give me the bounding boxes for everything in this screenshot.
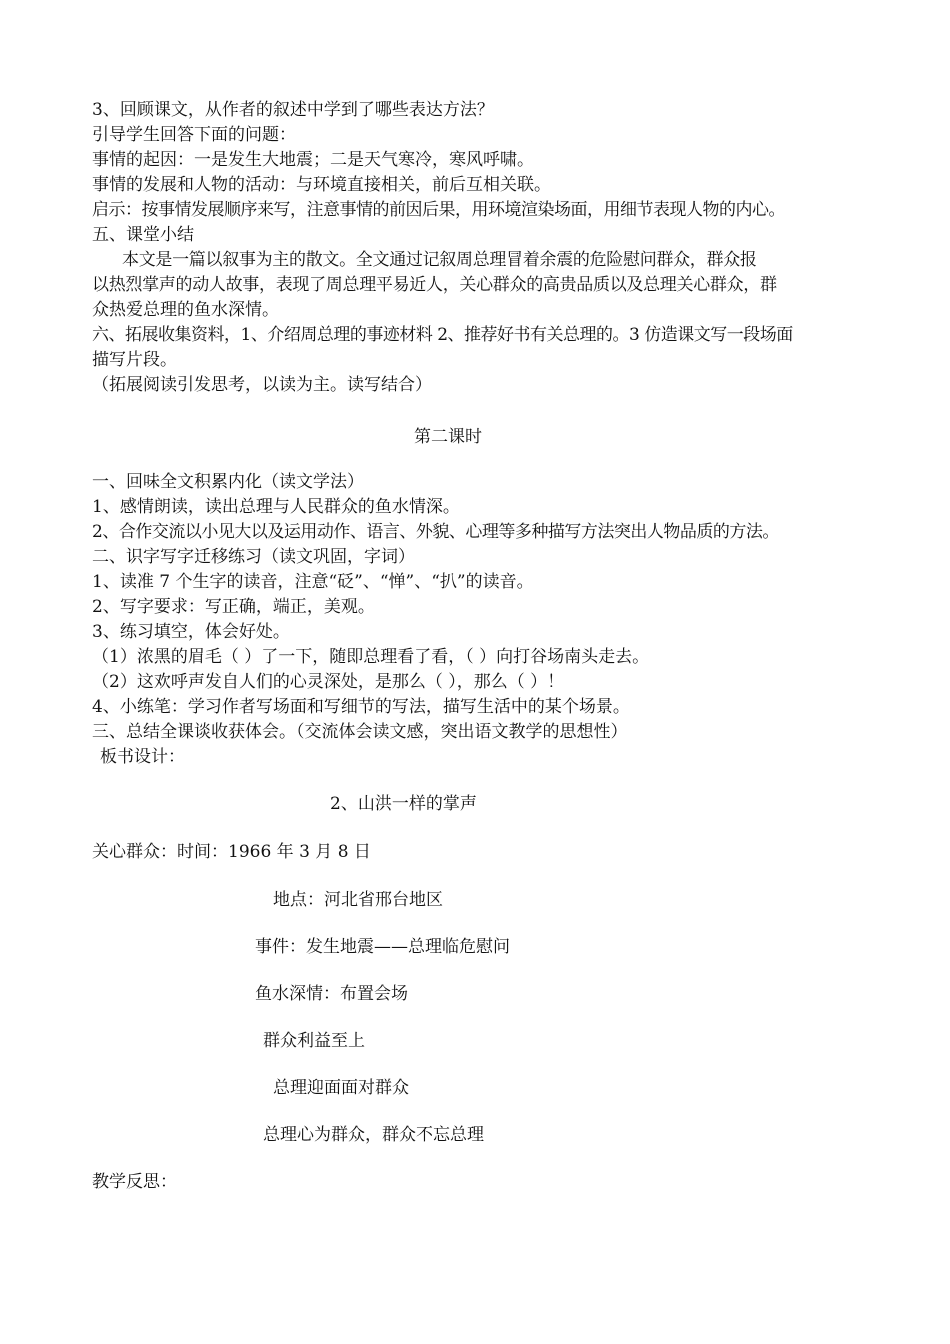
section-heading: 一、回味全文积累内化（读文学法） bbox=[92, 472, 364, 492]
text-line: 3、练习填空，体会好处。 bbox=[92, 622, 290, 642]
board-line: 关心群众：时间：1966 年 3 月 8 日 bbox=[92, 842, 371, 862]
text-line: 事情的起因：一是发生大地震；二是天气寒冷，寒风呼啸。 bbox=[92, 150, 534, 170]
text-line: 众热爱总理的鱼水深情。 bbox=[92, 300, 279, 320]
text-line: 1、感情朗读，读出总理与人民群众的鱼水情深。 bbox=[92, 497, 460, 517]
text-line: 板书设计： bbox=[100, 747, 185, 767]
text-line: 2、合作交流以小见大以及运用动作、语言、外貌、心理等多种描写方法突出人物品质的方法。 bbox=[92, 522, 779, 542]
section-heading: 三、总结全课谈收获体会。（交流体会读文感，突出语文教学的思想性） bbox=[92, 722, 628, 742]
board-line: 事件：发生地震——总理临危慰问 bbox=[255, 937, 510, 957]
text-line: 4、小练笔：学习作者写场面和写细节的写法，描写生活中的某个场景。 bbox=[92, 697, 630, 717]
board-line: 地点：河北省邢台地区 bbox=[273, 890, 443, 910]
lesson-title: 第二课时 bbox=[414, 427, 482, 447]
board-line: 总理迎面面对群众 bbox=[273, 1078, 409, 1098]
text-line: 本文是一篇以叙事为主的散文。全文通过记叙周总理冒着余震的危险慰问群众，群众报 bbox=[122, 250, 757, 270]
text-line: 描写片段。 bbox=[92, 350, 177, 370]
text-line: 启示：按事情发展顺序来写，注意事情的前因后果，用环境渲染场面，用细节表现人物的内心。 bbox=[92, 200, 785, 220]
text-line: 以热烈掌声的动人故事，表现了周总理平易近人，关心群众的高贵品质以及总理关心群众，群 bbox=[92, 275, 777, 295]
text-line: 1、读准 7 个生字的读音，注意“砭”、“惮”、“扒”的读音。 bbox=[92, 572, 534, 592]
text-line: 3、回顾课文，从作者的叙述中学到了哪些表达方法？ bbox=[92, 100, 494, 120]
text-line: （拓展阅读引发思考，以读为主。读写结合） bbox=[92, 375, 432, 395]
text-line: 六、拓展收集资料，1、介绍周总理的事迹材料 2、推荐好书有关总理的。3 仿造课文写一段场面 bbox=[92, 325, 793, 345]
text-line: （1）浓黑的眉毛（ ）了一下，随即总理看了看，（ ）向打谷场南头走去。 bbox=[92, 647, 650, 667]
board-line: 鱼水深情：布置会场 bbox=[255, 984, 408, 1004]
reflection-heading: 教学反思： bbox=[92, 1172, 177, 1192]
board-line: 总理心为群众，群众不忘总理 bbox=[263, 1125, 484, 1145]
section-heading: 二、识字写字迁移练习（读文巩固，字词） bbox=[92, 547, 415, 567]
text-line: （2）这欢呼声发自人们的心灵深处，是那么（ ），那么（ ）！ bbox=[92, 672, 565, 692]
text-line: 事情的发展和人物的活动：与环境直接相关，前后互相关联。 bbox=[92, 175, 551, 195]
board-line: 群众利益至上 bbox=[263, 1031, 365, 1051]
text-line: 引导学生回答下面的问题： bbox=[92, 125, 296, 145]
board-title: 2、山洪一样的掌声 bbox=[330, 794, 477, 814]
section-heading: 五、课堂小结 bbox=[92, 225, 194, 245]
text-line: 2、写字要求：写正确，端正，美观。 bbox=[92, 597, 375, 617]
